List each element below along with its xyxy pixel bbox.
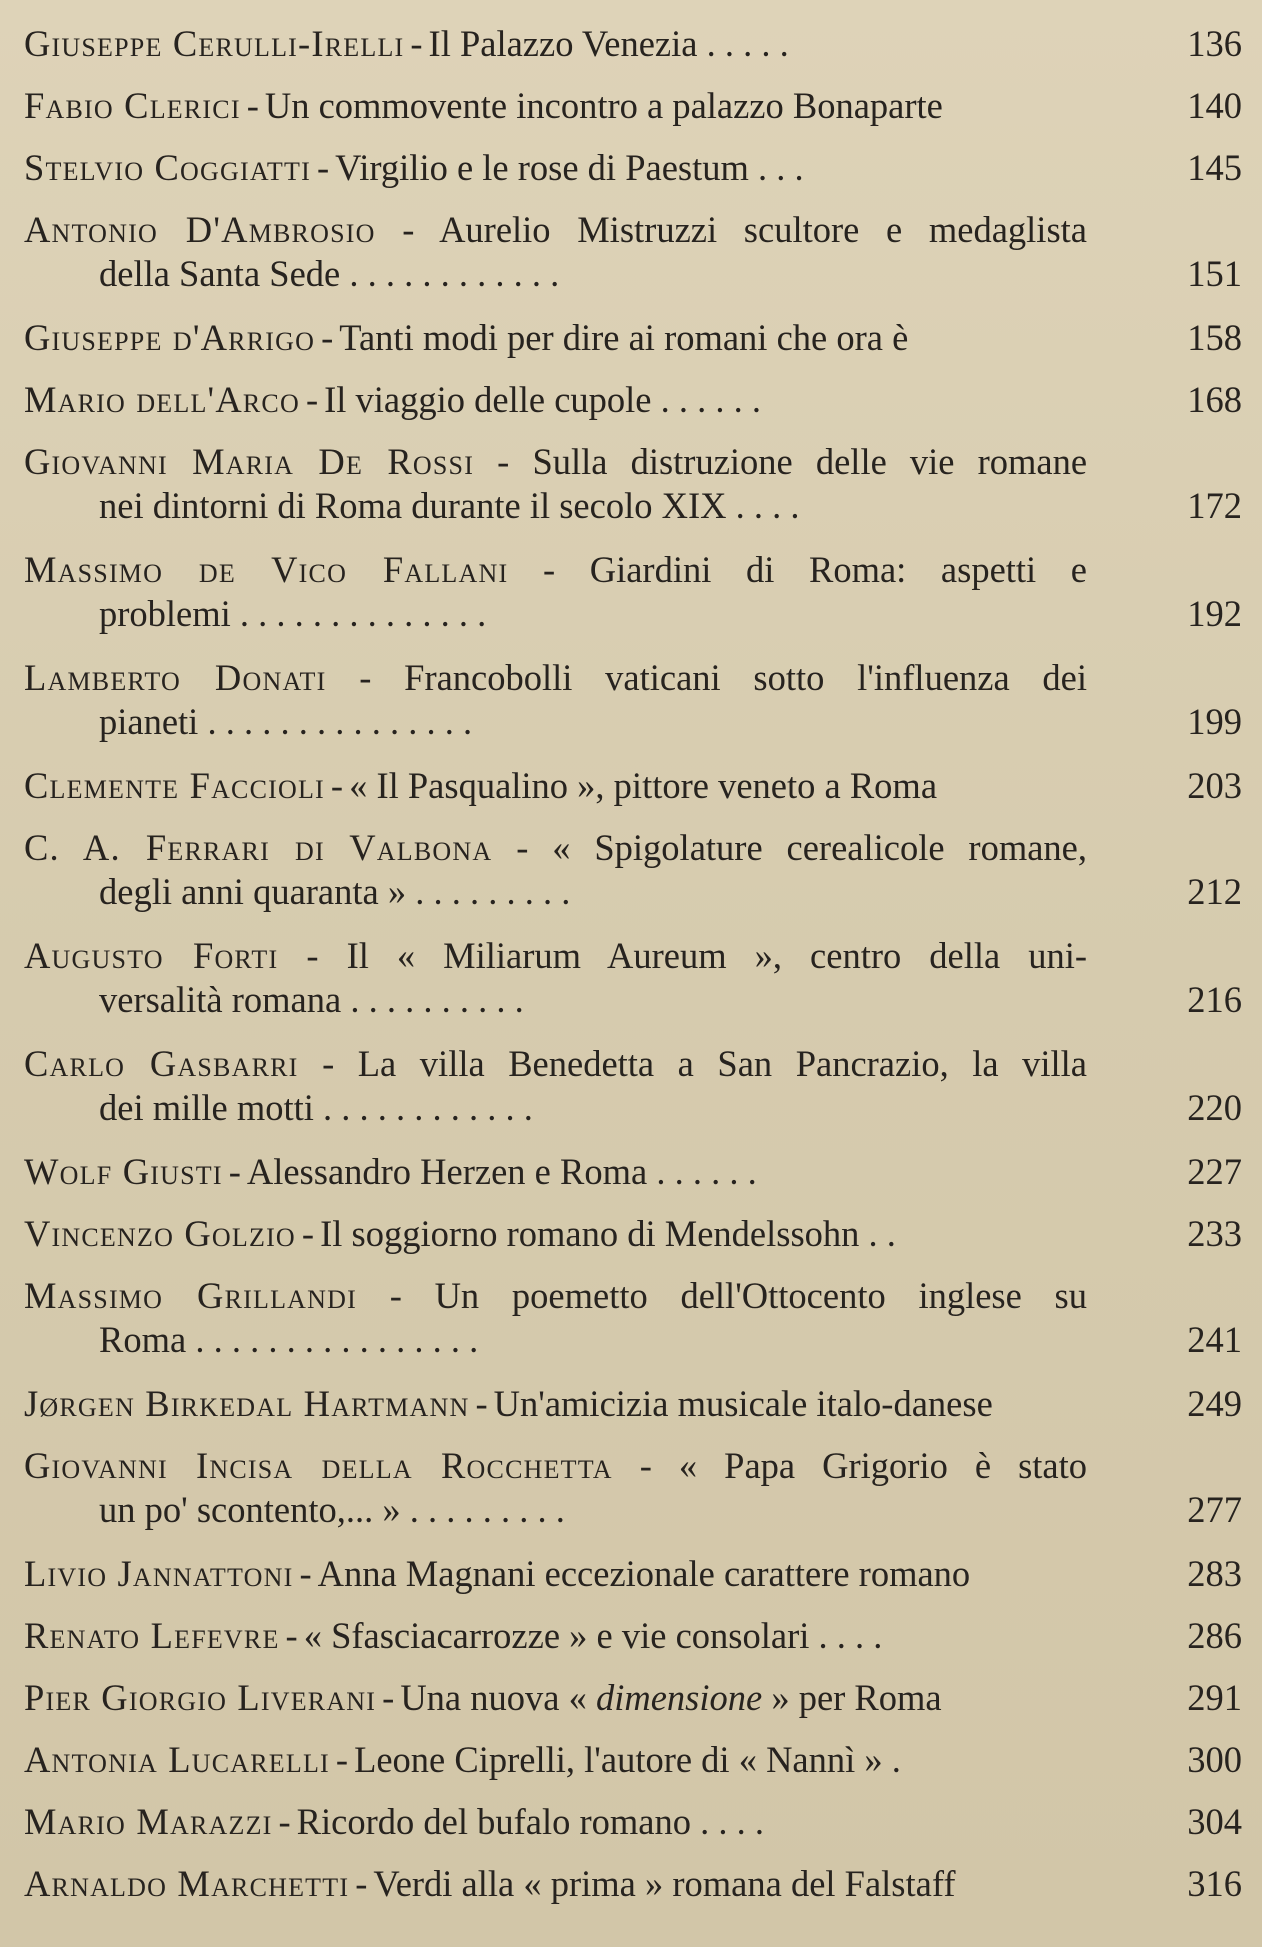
entry-page-number: 199 <box>1187 701 1242 742</box>
leader-dots: . . . . <box>809 1615 883 1656</box>
entry-title-continuation: Roma <box>99 1319 187 1360</box>
entry-separator: - <box>299 1553 312 1594</box>
leader-dots: . . . . . . . . . <box>406 871 571 912</box>
entry-title: « Il Pasqualino », pittore veneto a Roma <box>349 765 938 806</box>
entry-title: Il Palazzo Venezia <box>428 23 698 64</box>
toc-entry <box>24 146 1242 190</box>
leader-dots: . . . <box>748 147 804 188</box>
entry-page-number: 220 <box>1187 1087 1242 1128</box>
entry-author: Jørgen Birkedal Hartmann <box>24 1383 470 1424</box>
entry-separator: - <box>335 1739 349 1780</box>
entry-title-emphasis: dimensione <box>595 1677 763 1718</box>
entry-separator: - <box>246 85 259 126</box>
leader-dots: . . . . . . . . . . . . <box>313 1087 533 1128</box>
entry-title: Un poemetto dell'Ottocento inglese su <box>434 1275 1087 1316</box>
entry-separator: - <box>402 209 415 250</box>
entry-title: Virgilio e le rose di Paestum <box>335 147 749 188</box>
entry-title: Il « Miliarum Aureum », centro della uni- <box>346 935 1087 976</box>
toc-entry <box>24 1042 1242 1130</box>
entry-title: Tanti modi per dire ai romani che ora è <box>339 317 909 358</box>
entry-author: Antonio D'Ambrosio <box>24 209 376 250</box>
leader-dots: . . <box>859 1213 896 1254</box>
entry-page-number: 203 <box>1187 765 1242 806</box>
entry-page-number: 277 <box>1187 1489 1242 1530</box>
toc-entry <box>24 1212 1242 1256</box>
entry-title: Verdi alla « prima » romana del Falstaff <box>373 1863 956 1904</box>
toc-entry <box>24 1800 1242 1844</box>
entry-title-continuation: pianeti <box>99 701 199 742</box>
entry-title: Alessandro Herzen e Roma <box>246 1151 648 1192</box>
entry-title: Ricordo del bufalo romano <box>296 1801 691 1842</box>
entry-title: Giardini di Roma: aspetti e <box>589 549 1087 590</box>
toc-entry <box>24 1382 1242 1426</box>
entry-title-continuation: problemi <box>99 593 231 634</box>
entry-separator: - <box>389 1275 402 1316</box>
entry-title: Anna Magnani eccezionale carattere romano <box>317 1553 971 1594</box>
entry-title: La villa Benedetta a San Pancrazio, la villa <box>357 1043 1087 1084</box>
toc-entry <box>24 316 1242 360</box>
entry-page-number: 241 <box>1187 1319 1242 1360</box>
entry-separator: - <box>285 1615 298 1656</box>
entry-page-number: 136 <box>1187 23 1242 64</box>
entry-title-continuation: della Santa Sede <box>99 253 341 294</box>
entry-separator: - <box>228 1151 241 1192</box>
toc-entry <box>24 1738 1242 1782</box>
toc-entry <box>24 208 1242 296</box>
entry-page-number: 316 <box>1187 1863 1242 1904</box>
entry-author: Livio Jannattoni <box>24 1553 294 1594</box>
entry-separator: - <box>542 549 556 590</box>
entry-author: Renato Lefevre <box>24 1615 280 1656</box>
leader-dots: . . . . . . . . . . . . . . . <box>198 701 473 742</box>
entry-author: Mario dell'Arco <box>24 379 300 420</box>
entry-author: Clemente Faccioli <box>24 765 325 806</box>
entry-author: Pier Giorgio Liverani <box>24 1677 377 1718</box>
leader-dots: . . . . . . . . . . . . <box>340 253 560 294</box>
entry-title-continuation: degli anni quaranta » <box>99 871 407 912</box>
entry-author: Augusto Forti <box>24 935 279 976</box>
entry-author: Antonia Lucarelli <box>24 1739 330 1780</box>
entry-page-number: 212 <box>1187 871 1242 912</box>
entry-page-number: 291 <box>1187 1677 1242 1718</box>
entry-title-continuation: un po' scontento,... » <box>99 1489 401 1530</box>
entry-title-post: » per Roma <box>762 1677 942 1718</box>
entry-author: Vincenzo Golzio <box>24 1213 296 1254</box>
entry-separator: - <box>516 827 529 868</box>
entry-title: « Sfasciacarrozze » e vie consolari <box>303 1615 810 1656</box>
entry-author: Massimo de Vico Fallani <box>24 549 509 590</box>
toc-entry <box>24 656 1242 744</box>
entry-page-number: 168 <box>1187 379 1242 420</box>
entry-page-number: 249 <box>1187 1383 1242 1424</box>
entry-author: Wolf Giusti <box>24 1151 223 1192</box>
leader-dots: . . . . . . . . . . <box>341 979 524 1020</box>
leader-dots: . . . . . . <box>651 379 761 420</box>
entry-page-number: 300 <box>1187 1739 1242 1780</box>
toc-entry <box>24 548 1242 636</box>
toc-entry <box>24 1150 1242 1194</box>
entry-separator: - <box>497 441 510 482</box>
entry-title-continuation: nei dintorni di Roma durante il secolo XIX <box>99 485 727 526</box>
entry-separator: - <box>639 1445 652 1486</box>
entry-page-number: 216 <box>1187 979 1242 1020</box>
entry-author: Stelvio Coggiatti <box>24 147 311 188</box>
toc-entry <box>24 1614 1242 1658</box>
entry-separator: - <box>355 1863 368 1904</box>
entry-title: Un commovente incontro a palazzo Bonaparte <box>264 85 943 126</box>
leader-dots: . . . . . . . . . . . . . . . . <box>186 1319 479 1360</box>
entry-title: Francobolli vaticani sotto l'influenza dei <box>404 657 1087 698</box>
toc-entry <box>24 1862 1242 1906</box>
entry-author: Giovanni Incisa della Rocchetta <box>24 1445 613 1486</box>
toc-entry <box>24 826 1242 914</box>
entry-separator: - <box>306 935 319 976</box>
entry-page-number: 145 <box>1187 147 1242 188</box>
entry-title: « Spigolature cerealicole romane, <box>552 827 1087 868</box>
toc-entry <box>24 440 1242 528</box>
entry-separator: - <box>382 1677 395 1718</box>
entry-separator: - <box>278 1801 291 1842</box>
table-of-contents <box>24 22 1242 1906</box>
entry-title: Leone Ciprelli, l'autore di « Nannì » <box>354 1739 883 1780</box>
entry-author: Massimo Grillandi <box>24 1275 357 1316</box>
leader-dots: . . . . . <box>697 23 789 64</box>
entry-separator: - <box>359 657 372 698</box>
entry-title-continuation: dei mille motti <box>99 1087 314 1128</box>
toc-entry <box>24 764 1242 808</box>
entry-author: Fabio Clerici <box>24 85 241 126</box>
entry-author: Arnaldo Marchetti <box>24 1863 350 1904</box>
leader-dots: . . . . <box>726 485 800 526</box>
entry-page-number: 304 <box>1187 1801 1242 1842</box>
leader-dots: . . . . . . . . . <box>400 1489 565 1530</box>
entry-title: « Papa Grigorio è stato <box>678 1445 1087 1486</box>
entry-separator: - <box>322 1043 335 1084</box>
entry-separator: - <box>330 765 344 806</box>
toc-entry <box>24 1552 1242 1596</box>
leader-dots: . . . . . . <box>647 1151 757 1192</box>
entry-title-continuation: versalità romana <box>99 979 342 1020</box>
toc-entry <box>24 84 1242 128</box>
entry-separator: - <box>321 317 334 358</box>
entry-author: Mario Marazzi <box>24 1801 273 1842</box>
leader-dots: . . . . . . . . . . . . . . <box>230 593 487 634</box>
entry-page-number: 158 <box>1187 317 1242 358</box>
entry-page-number: 227 <box>1187 1151 1242 1192</box>
entry-page-number: 140 <box>1187 85 1242 126</box>
entry-author: Carlo Gasbarri <box>24 1043 299 1084</box>
entry-page-number: 286 <box>1187 1615 1242 1656</box>
entry-author: Lamberto Donati <box>24 657 327 698</box>
entry-author: C. A. Ferrari di Valbona <box>24 827 493 868</box>
entry-title: Un'amicizia musicale italo-danese <box>493 1383 993 1424</box>
toc-entry <box>24 934 1242 1022</box>
toc-entry <box>24 378 1242 422</box>
entry-author: Giovanni Maria De Rossi <box>24 441 475 482</box>
leader-dots: . <box>882 1739 901 1780</box>
entry-separator: - <box>410 23 423 64</box>
entry-title: Sulla distruzione delle vie romane <box>532 441 1087 482</box>
toc-entry <box>24 1676 1242 1720</box>
entry-title: Il soggiorno romano di Mendelssohn <box>320 1213 860 1254</box>
entry-separator: - <box>305 379 319 420</box>
entry-separator: - <box>475 1383 488 1424</box>
entry-separator: - <box>301 1213 315 1254</box>
entry-separator: - <box>316 147 330 188</box>
entry-page-number: 151 <box>1187 253 1242 294</box>
entry-title-pre: Una nuova « <box>400 1677 596 1718</box>
entry-title: Aurelio Mistruzzi scultore e medaglista <box>439 209 1087 250</box>
entry-page-number: 233 <box>1187 1213 1242 1254</box>
leader-dots: . . . . <box>690 1801 764 1842</box>
entry-page-number: 283 <box>1187 1553 1242 1594</box>
entry-author: Giuseppe d'Arrigo <box>24 317 316 358</box>
entry-author: Giuseppe Cerulli-Irelli <box>24 23 405 64</box>
entry-page-number: 172 <box>1187 485 1242 526</box>
entry-title: Il viaggio delle cupole <box>324 379 652 420</box>
entry-page-number: 192 <box>1187 593 1242 634</box>
toc-entry <box>24 22 1242 66</box>
toc-entry <box>24 1444 1242 1532</box>
toc-entry <box>24 1274 1242 1362</box>
